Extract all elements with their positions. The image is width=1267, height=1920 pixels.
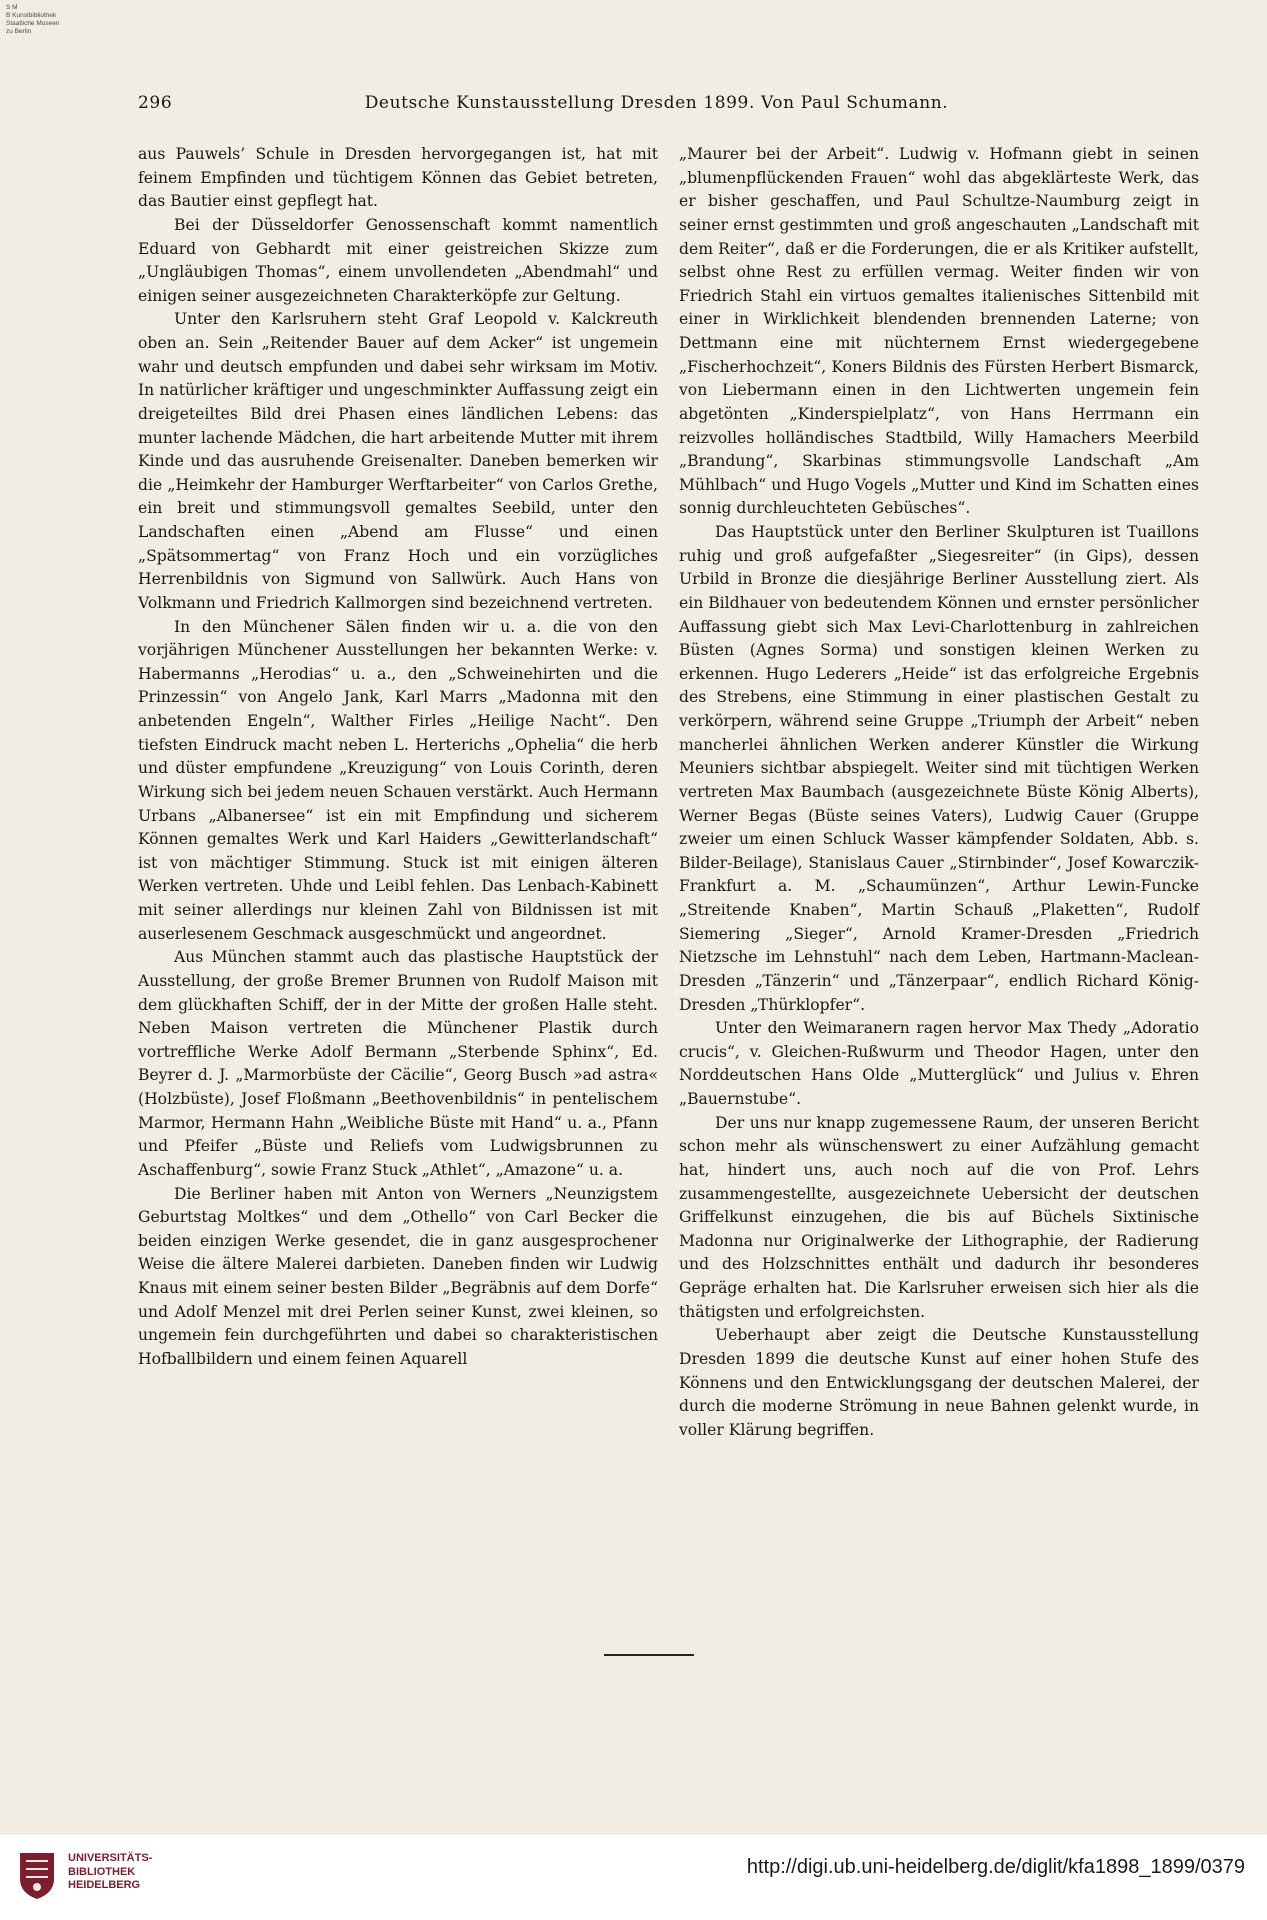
stamp-line: zu Berlin <box>6 28 32 35</box>
university-seal-icon <box>16 1849 58 1901</box>
paragraph: Das Hauptstück unter den Berliner Skulpturen ist Tuaillons ruhig und groß aufgefaßter „Siegesreiter“ (in Gips), dessen Urbild in Bronze die diesjährige Berliner Ausstellung ziert. Als ein Bildhauer von bedeutendem Können und ernster persönlicher Auffassung giebt sich Max Levi-Charlottenburg in zahlreichen Büsten (Agnes Sorma) und sonstigen kleinen Werken zu erkennen. Hugo Lederers „Heide“ ist das erfolgreiche Ergebnis des Strebens, eine Stimmung in einer plastischen Gestalt zu verkörpern, während seine Gruppe „Triumph der Arbeit“ neben mancherlei ähnlichen Werken anderer Künstler die Wirkung Meuniers sichtbar abspiegelt. Weiter sind mit tüchtigen Werken vertreten Max Baumbach (ausgezeichnete Büste König Alberts), Werner Begas (Büste seines Vaters), Ludwig Cauer (Gruppe zweier um einen Schluck Wasser kämpfender Soldaten, Abb. s. Bilder-Beilage), Stanislaus Cauer „Stirnbinder“, Josef Kowarczik-Frankfurt a. M. „Schaumünzen“, Arthur Lewin-Funcke „Streitende Knaben“, Martin Schauß „Plaketten“, Rudolf Siemering „Sieger“, Arnold Kramer-Dresden „Friedrich Nietzsche im Lehnstuhl“ nach dem Leben, Hartmann-Maclean-Dresden „Tänzerin“ und „Tänzerpaar“, endlich Richard König-Dresden „Thürklopfer“. <box>679 523 1199 1014</box>
paragraph: Unter den Karlsruhern steht Graf Leopold v. Kalckreuth oben an. Sein „Reitender Bauer auf dem Acker“ ist ungemein wahr und deutsch empfunden und dabei sehr wirksam im Motiv. In natürlicher kräftiger und ungeschminkter Auffassung zeigt ein dreigeteiltes Bild drei Phasen eines ländlichen Lebens: das munter lachende Mädchen, die hart arbeitende Mutter mit ihrem Kinde und das ausruhende Greisenalter. Daneben bemerken wir die „Heimkehr der Hamburger Werftarbeiter“ von Carlos Grethe, ein breit und stimmungsvoll gemaltes Seebild, unter den Landschaften einen „Abend am Flusse“ und einen „Spätsommertag“ von Franz Hoch und ein vorzügliches Herrenbildnis von Sigmund von Sallwürk. Auch Hans von Volkmann und Friedrich Kallmorgen sind bezeichnend vertreten. <box>138 310 658 612</box>
logo-line: BIBLIOTHEK <box>68 1865 136 1878</box>
paragraph: Ueberhaupt aber zeigt die Deutsche Kunstausstellung Dresden 1899 die deutsche Kunst auf einer hohen Stufe des Könnens und den Entwicklungsgang der deutschen Malerei, der durch die moderne Strömung in neue Bahnen gelenkt wurde, in voller Klärung begriffen. <box>679 1326 1199 1439</box>
paragraph: Bei der Düsseldorfer Genossenschaft kommt namentlich Eduard von Gebhardt mit einer geistreichen Skizze zum „Ungläubigen Thomas“, einem unvollendeten „Abendmahl“ und einigen seiner ausgezeichneten Charakterköpfe zur Geltung. <box>138 215 658 305</box>
paragraph: Aus München stammt auch das plastische Hauptstück der Ausstellung, der große Bremer Brunnen von Rudolf Maison mit dem glückhaften Schiff, der in der Mitte der großen Halle steht. Neben Maison vertreten die Münchener Plastik durch vortreffliche Werke Adolf Bermann „Sterbende Sphinx“, Ed. Beyrer d. J. „Marmorbüste der Cäcilie“, Georg Busch »ad astra« (Holzbüste), Josef Floßmann „Beethovenbildnis“ in pentelischem Marmor, Hermann Hahn „Weibliche Büste mit Hand“ u. a., Pfann und Pfeifer „Büste und Reliefs vom Ludwigsbrunnen zu Aschaffenburg“, sowie Franz Stuck „Athlet“, „Amazone“ u. a. <box>138 948 658 1179</box>
logo-line: HEIDELBERG <box>68 1879 141 1891</box>
source-url-link[interactable]: http://digi.ub.uni-heidelberg.de/diglit/kfa1898_1899/0379 <box>746 1856 1245 1878</box>
end-rule <box>604 1654 694 1656</box>
paragraph: „Maurer bei der Arbeit“. Ludwig v. Hofmann giebt in seinen „blumenpflückenden Frauen“ wohl das abgeklärteste Werk, das er bisher geschaffen, und Paul Schultze-Naumburg zeigt in seiner ernst gestimmten und groß angeschauten „Landschaft mit dem Reiter“, daß er die Forderungen, die er als Kritiker aufstellt, selbst ohne Rest zu erfüllen vermag. Weiter finden wir von Friedrich Stahl ein virtuos gemaltes italienisches Sittenbild mit einer in Wirklichkeit blendenden brennenden Laterne; von Dettmann eine mit nüchternem Ernst wiedergegebene „Fischerhochzeit“, Koners Bildnis des Fürsten Herbert Bismarck, von Liebermann einen in den Lichtwerten ungemein fein abgetönten „Kinderspielplatz“, von Hans Herrmann ein reizvolles holländisches Stadtbild, Willy Hamachers Meerbild „Brandung“, Skarbinas stimmungsvolle Landschaft „Am Mühlbach“ und Hugo Vogels „Mutter und Kind im Schatten eines sonnig durchleuchteten Gebüsches“. <box>679 145 1199 518</box>
paragraph: In den Münchener Sälen finden wir u. a. die von den vorjährigen Münchener Ausstellungen her bekannten Werke: v. Habermanns „Herodias“ u. a., den „Schweinehirten und die Prinzessin“ von Angelo Jank, Karl Marrs „Madonna mit den anbetenden Engeln“, Walther Firles „Heilige Nacht“. Den tiefsten Eindruck macht neben L. Herterichs „Ophelia“ die herb und düster empfundene „Kreuzigung“ von Louis Corinth, deren Wirkung sich bei jedem neuen Schauen verstärkt. Auch Hermann Urbans „Albanersee“ ist ein mit Empfindung und sicherem Können gemaltes Werk und Karl Haiders „Gewitterlandschaft“ ist von mächtiger Stimmung. Stuck ist mit einigen älteren Werken vertreten. Uhde und Leibl fehlen. Das Lenbach-Kabinett mit seiner allerdings nur kleinen Zahl von Bildnissen ist mit auserlesenem Geschmack ausgeschmückt und angeordnet. <box>138 617 658 943</box>
text-column-left <box>138 143 658 1372</box>
running-title: Deutsche Kunstausstellung Dresden 1899. Von Paul Schumann. <box>364 93 949 113</box>
stamp-line: S M <box>6 4 18 11</box>
paragraph: Unter den Weimaranern ragen hervor Max Thedy „Adoratio crucis“, v. Gleichen-Rußwurm und Theodor Hagen, unter den Norddeutschen Hans Olde „Mutterglück“ und Julius v. Ehren „Bauernstube“. <box>679 1019 1199 1108</box>
library-logo-text <box>68 1852 152 1893</box>
paragraph: Der uns nur knapp zugemessene Raum, der unseren Bericht schon mehr als wünschenswert zu einer Aufzählung gemacht hat, hindert uns, auch noch auf die von Prof. Lehrs zusammengestellte, ausgezeichnete Uebersicht der deutschen Griffelkunst einzugehen, die bis auf Büchels Sixtinische Madonna nur Originalwerke der Lithographie, der Radierung und des Holzschnittes enthält und dadurch ihr besonderes Gepräge erhalten hat. Die Karlsruher erweisen sich hier als die thätigsten und erfolgreichsten. <box>679 1113 1199 1321</box>
paragraph: aus Pauwels’ Schule in Dresden hervorgegangen ist, hat mit feinem Empfinden und tüchtigem Können das Gebiet betreten, das Bautier einst gepflegt hat. <box>138 145 658 211</box>
library-stamp <box>6 4 116 36</box>
stamp-line: B Kunstbibliothek <box>6 12 57 19</box>
viewer-footer <box>0 1835 1267 1920</box>
stamp-line: Staatliche Museen <box>6 20 60 27</box>
logo-line: UNIVERSITÄTS- <box>68 1852 153 1864</box>
page-number: 296 <box>138 93 173 113</box>
text-column-right <box>679 143 1199 1442</box>
paragraph: Die Berliner haben mit Anton von Werners „Neunzigstem Geburtstag Moltkes“ und dem „Othello“ von Carl Becker die beiden einzigen Werke gesendet, die in ganz ausgesprochener Weise die ältere Malerei darbieten. Daneben finden wir Ludwig Knaus mit einem seiner besten Bilder „Begräbnis auf dem Dorfe“ und Adolf Menzel mit drei Perlen seiner Kunst, zwei kleinen, so ungemein fein durchgeführten und dabei so charakteristischen Hofballbildern und einem feinen Aquarell <box>138 1184 658 1368</box>
